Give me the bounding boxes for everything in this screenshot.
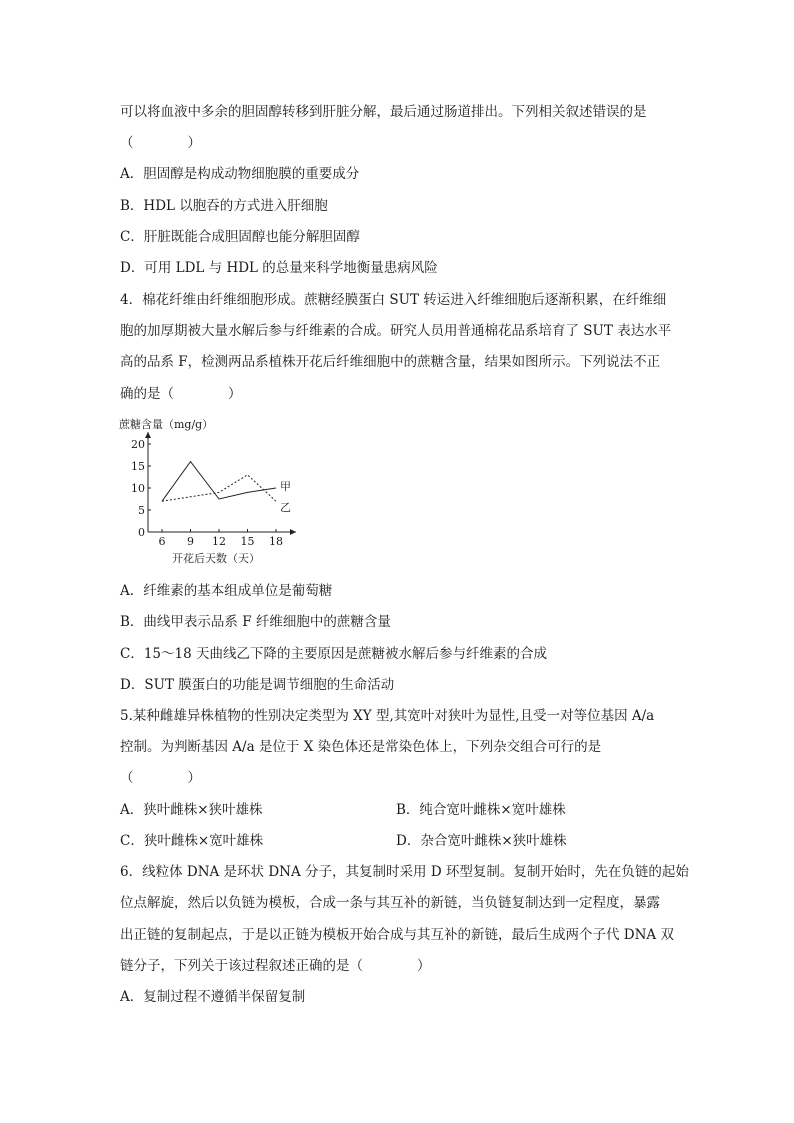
q3-option-a: A．胆固醇是构成动物细胞膜的重要成分 xyxy=(120,166,360,182)
q3-stem-line-1: 可以将血液中多余的胆固醇转移到肝脏分解，最后通过肠道排出。下列相关叙述错误的是 xyxy=(120,104,647,120)
q6-stem-line-3: 出正链的复制起点，于是以正链为模板开始合成与其互补的新链，最后生成两个子代 DNA 双 xyxy=(120,927,674,943)
q4-stem-line-2: 胞的加厚期被大量水解后参与纤维素的合成。研究人员用普通棉花品系培育了 SUT 表达水平 xyxy=(120,323,672,339)
q4-option-a: A．纤维素的基本组成单位是葡萄糖 xyxy=(120,583,333,599)
series-line-1 xyxy=(162,462,276,502)
x-tick-label: 15 xyxy=(240,535,255,548)
y-tick-label: 20 xyxy=(131,438,145,451)
q5-option-a: A．狭叶雌株×狭叶雄株 xyxy=(120,802,263,818)
x-axis-arrow xyxy=(290,529,296,535)
q5-answer-blank: （ ） xyxy=(120,770,201,786)
q4-stem-line-3: 高的品系 F，检测两品系植株开花后纤维细胞中的蔗糖含量，结果如图所示。下列说法不正 xyxy=(120,354,661,370)
series-label-2: 乙 xyxy=(280,501,291,515)
q3-answer-blank: （ ） xyxy=(120,135,201,151)
q6-option-a: A．复制过程不遵循半保留复制 xyxy=(120,989,306,1005)
q3-option-d: D．可用 LDL 与 HDL 的总量来科学地衡量患病风险 xyxy=(120,260,438,276)
y-tick-label: 0 xyxy=(138,526,145,539)
q3-option-c: C．肝脏既能合成胆固醇也能分解胆固醇 xyxy=(120,229,360,245)
x-tick-label: 18 xyxy=(269,535,283,548)
q6-stem-line-1: 6．线粒体 DNA 是环状 DNA 分子，其复制时采用 D 环型复制。复制开始时，先在负链的起始 xyxy=(120,864,689,880)
q6-stem-line-4: 链分子，下列关于该过程叙述正确的是（ ） xyxy=(120,958,431,974)
q4-stem-line-1: 4．棉花纤维由纤维细胞形成。蔗糖经膜蛋白 SUT 转运进入纤维细胞后逐渐积累，在纤维细 xyxy=(120,292,667,308)
q5-option-b: B．纯合宽叶雌株×宽叶雄株 xyxy=(396,802,566,818)
y-tick-label: 10 xyxy=(131,482,145,495)
chart-xlabel: 开花后天数（天） xyxy=(172,552,260,565)
y-tick-label: 15 xyxy=(131,460,145,473)
q4-option-d: D．SUT 膜蛋白的功能是调节细胞的生命活动 xyxy=(120,677,395,693)
q5-option-c: C．狭叶雌株×宽叶雄株 xyxy=(120,833,264,849)
chart-ylabel: 蔗糖含量（mg/g） xyxy=(119,418,214,431)
q4-option-b: B．曲线甲表示品系 F 纤维细胞中的蔗糖含量 xyxy=(120,614,391,630)
x-tick-label: 6 xyxy=(158,535,166,548)
q3-option-b: B．HDL 以胞吞的方式进入肝细胞 xyxy=(120,198,328,214)
q4-option-c: C．15～18 天曲线乙下降的主要原因是蔗糖被水解后参与纤维素的合成 xyxy=(120,646,547,662)
q5-option-d: D．杂合宽叶雌株×狭叶雄株 xyxy=(396,833,567,849)
sucrose-line-chart xyxy=(118,412,318,572)
q4-stem-line-4: 确的是（ ） xyxy=(120,386,242,402)
y-tick-label: 5 xyxy=(138,504,145,517)
q5-stem-line-2: 控制。为判断基因 A/a 是位于 X 染色体还是常染色体上，下列杂交组合可行的是 xyxy=(120,739,602,755)
q6-stem-line-2: 位点解旋，然后以负链为模板，合成一条与其互补的新链，当负链复制达到一定程度，暴露 xyxy=(120,895,660,911)
x-tick-label: 12 xyxy=(212,535,226,548)
q5-stem-line-1: 5.某种雌雄异株植物的性别决定类型为 XY 型,其宽叶对狭叶为显性,且受一对等位基因 A/a xyxy=(120,708,655,724)
x-tick-label: 9 xyxy=(187,535,194,548)
y-axis-arrow xyxy=(145,432,151,438)
series-line-2 xyxy=(162,475,276,501)
series-label-1: 甲 xyxy=(280,480,291,493)
